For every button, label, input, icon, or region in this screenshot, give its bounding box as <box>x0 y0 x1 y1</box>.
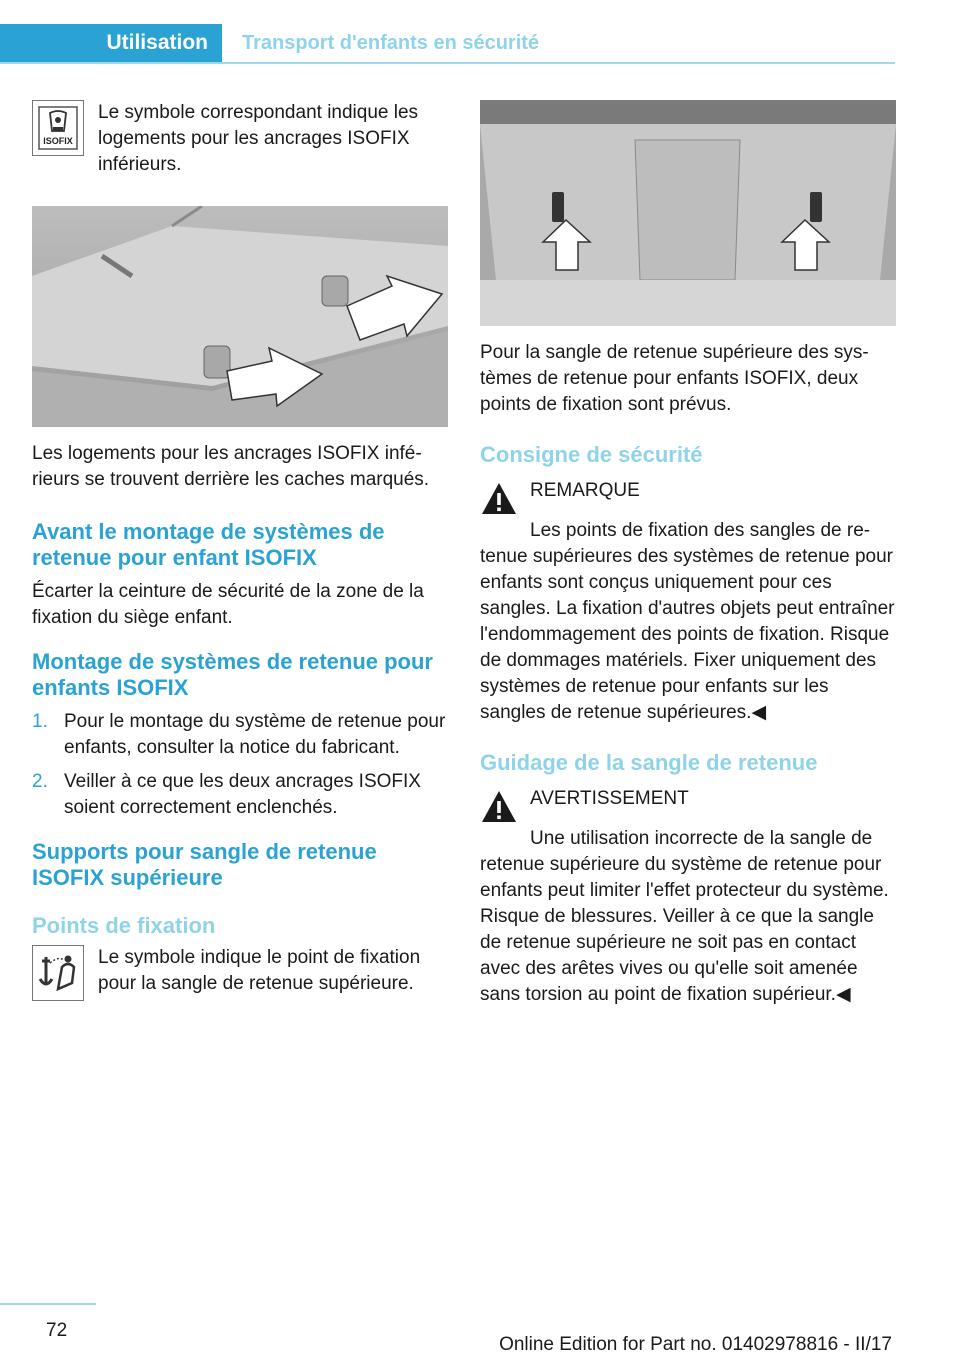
before-mounting-text: Écarter la ceinture de sécurité de la zone de la fixation du siège enfant. <box>32 581 424 628</box>
isofix-anchor-photo <box>32 206 448 427</box>
before-mounting-heading: Avant le montage de systèmes de retenue pour enfant ISOFIX <box>32 519 385 570</box>
mounting-steps <box>32 709 448 821</box>
isofix-symbol-icon <box>32 100 84 156</box>
supports-heading: Supports pour sangle de retenue ISOFIX supérieure <box>32 839 377 890</box>
points-text: Le symbole indique le point de fixation pour la sangle de retenue supérieure. <box>98 947 421 994</box>
photo-caption: Les logements pour les ancrages ISOFIX inférieurs se trouvent derrière les caches marqués. <box>32 443 430 490</box>
right-column <box>480 100 896 1008</box>
notice-title: REMARQUE <box>530 480 640 501</box>
warning-triangle-icon <box>480 788 518 826</box>
warning-block <box>480 786 896 1008</box>
warning-head <box>480 786 896 826</box>
safety-heading: Consigne de sécurité <box>480 442 703 467</box>
footer-rule <box>0 1303 96 1305</box>
tether-points-photo <box>480 100 896 326</box>
list-item: 1. Pour le montage du système de retenue pour enfants, consulter la notice du fabricant. <box>32 711 446 758</box>
warning-text: Une utilisation incorrecte de la sangle de retenue supérieure du système de retenue pour enfants peut limiter l'effet protecteur du système. Risque de blessures. Veiller à ce que la sangle de retenue supérieure ne soit pas en contact avec des arêtes vives ou qu'elle soit amenée sans torsion au point de fixation supérieur.◀ <box>480 828 889 1005</box>
isofix-intro-text: Le symbole correspondant indique les logements pour les ancrages ISOFIX inférieurs. <box>98 102 419 175</box>
guide-heading: Guidage de la sangle de retenue <box>480 750 818 775</box>
page-number: 72 <box>46 1320 68 1341</box>
chapter-title: Transport d'enfants en sécurité <box>242 31 540 54</box>
edition-note: Online Edition for Part no. 01402978816 - II/17 <box>499 1334 892 1355</box>
list-item: 2. Veiller à ce que les deux ancrages ISOFIX soient correctement enclenchés. <box>32 771 421 818</box>
notice-head <box>480 478 896 518</box>
points-heading: Points de fixation <box>32 913 216 938</box>
isofix-symbol-text: ISOFIX <box>43 136 73 146</box>
notice-text: Les points de fixation des sangles de retenue supérieures des systèmes de retenue pour enfants sont conçus uniquement pour ces sangles. La fixation d'autres objets peut entraîner l'endommagement des points de fixation. Risque de dommages matériels. Fixer uniquement des systèmes de retenue pour enfants sur les sangles de retenue supérieures.◀ <box>480 520 895 723</box>
tether-symbol-row <box>32 945 448 1001</box>
warning-title: AVERTISSEMENT <box>530 788 689 809</box>
notice-block <box>480 478 896 726</box>
left-column <box>32 100 448 1001</box>
tether-photo-caption: Pour la sangle de retenue supérieure des systèmes de retenue pour enfants ISOFIX, deux points de fixation sont prévus. <box>480 342 869 415</box>
page-header <box>0 24 895 64</box>
isofix-symbol-row <box>32 100 448 178</box>
section-tab: Utilisation <box>0 24 222 62</box>
top-tether-anchor-icon <box>32 945 84 1001</box>
mounting-heading: Montage de systèmes de retenue pour enfants ISOFIX <box>32 649 433 700</box>
warning-triangle-icon <box>480 480 518 518</box>
